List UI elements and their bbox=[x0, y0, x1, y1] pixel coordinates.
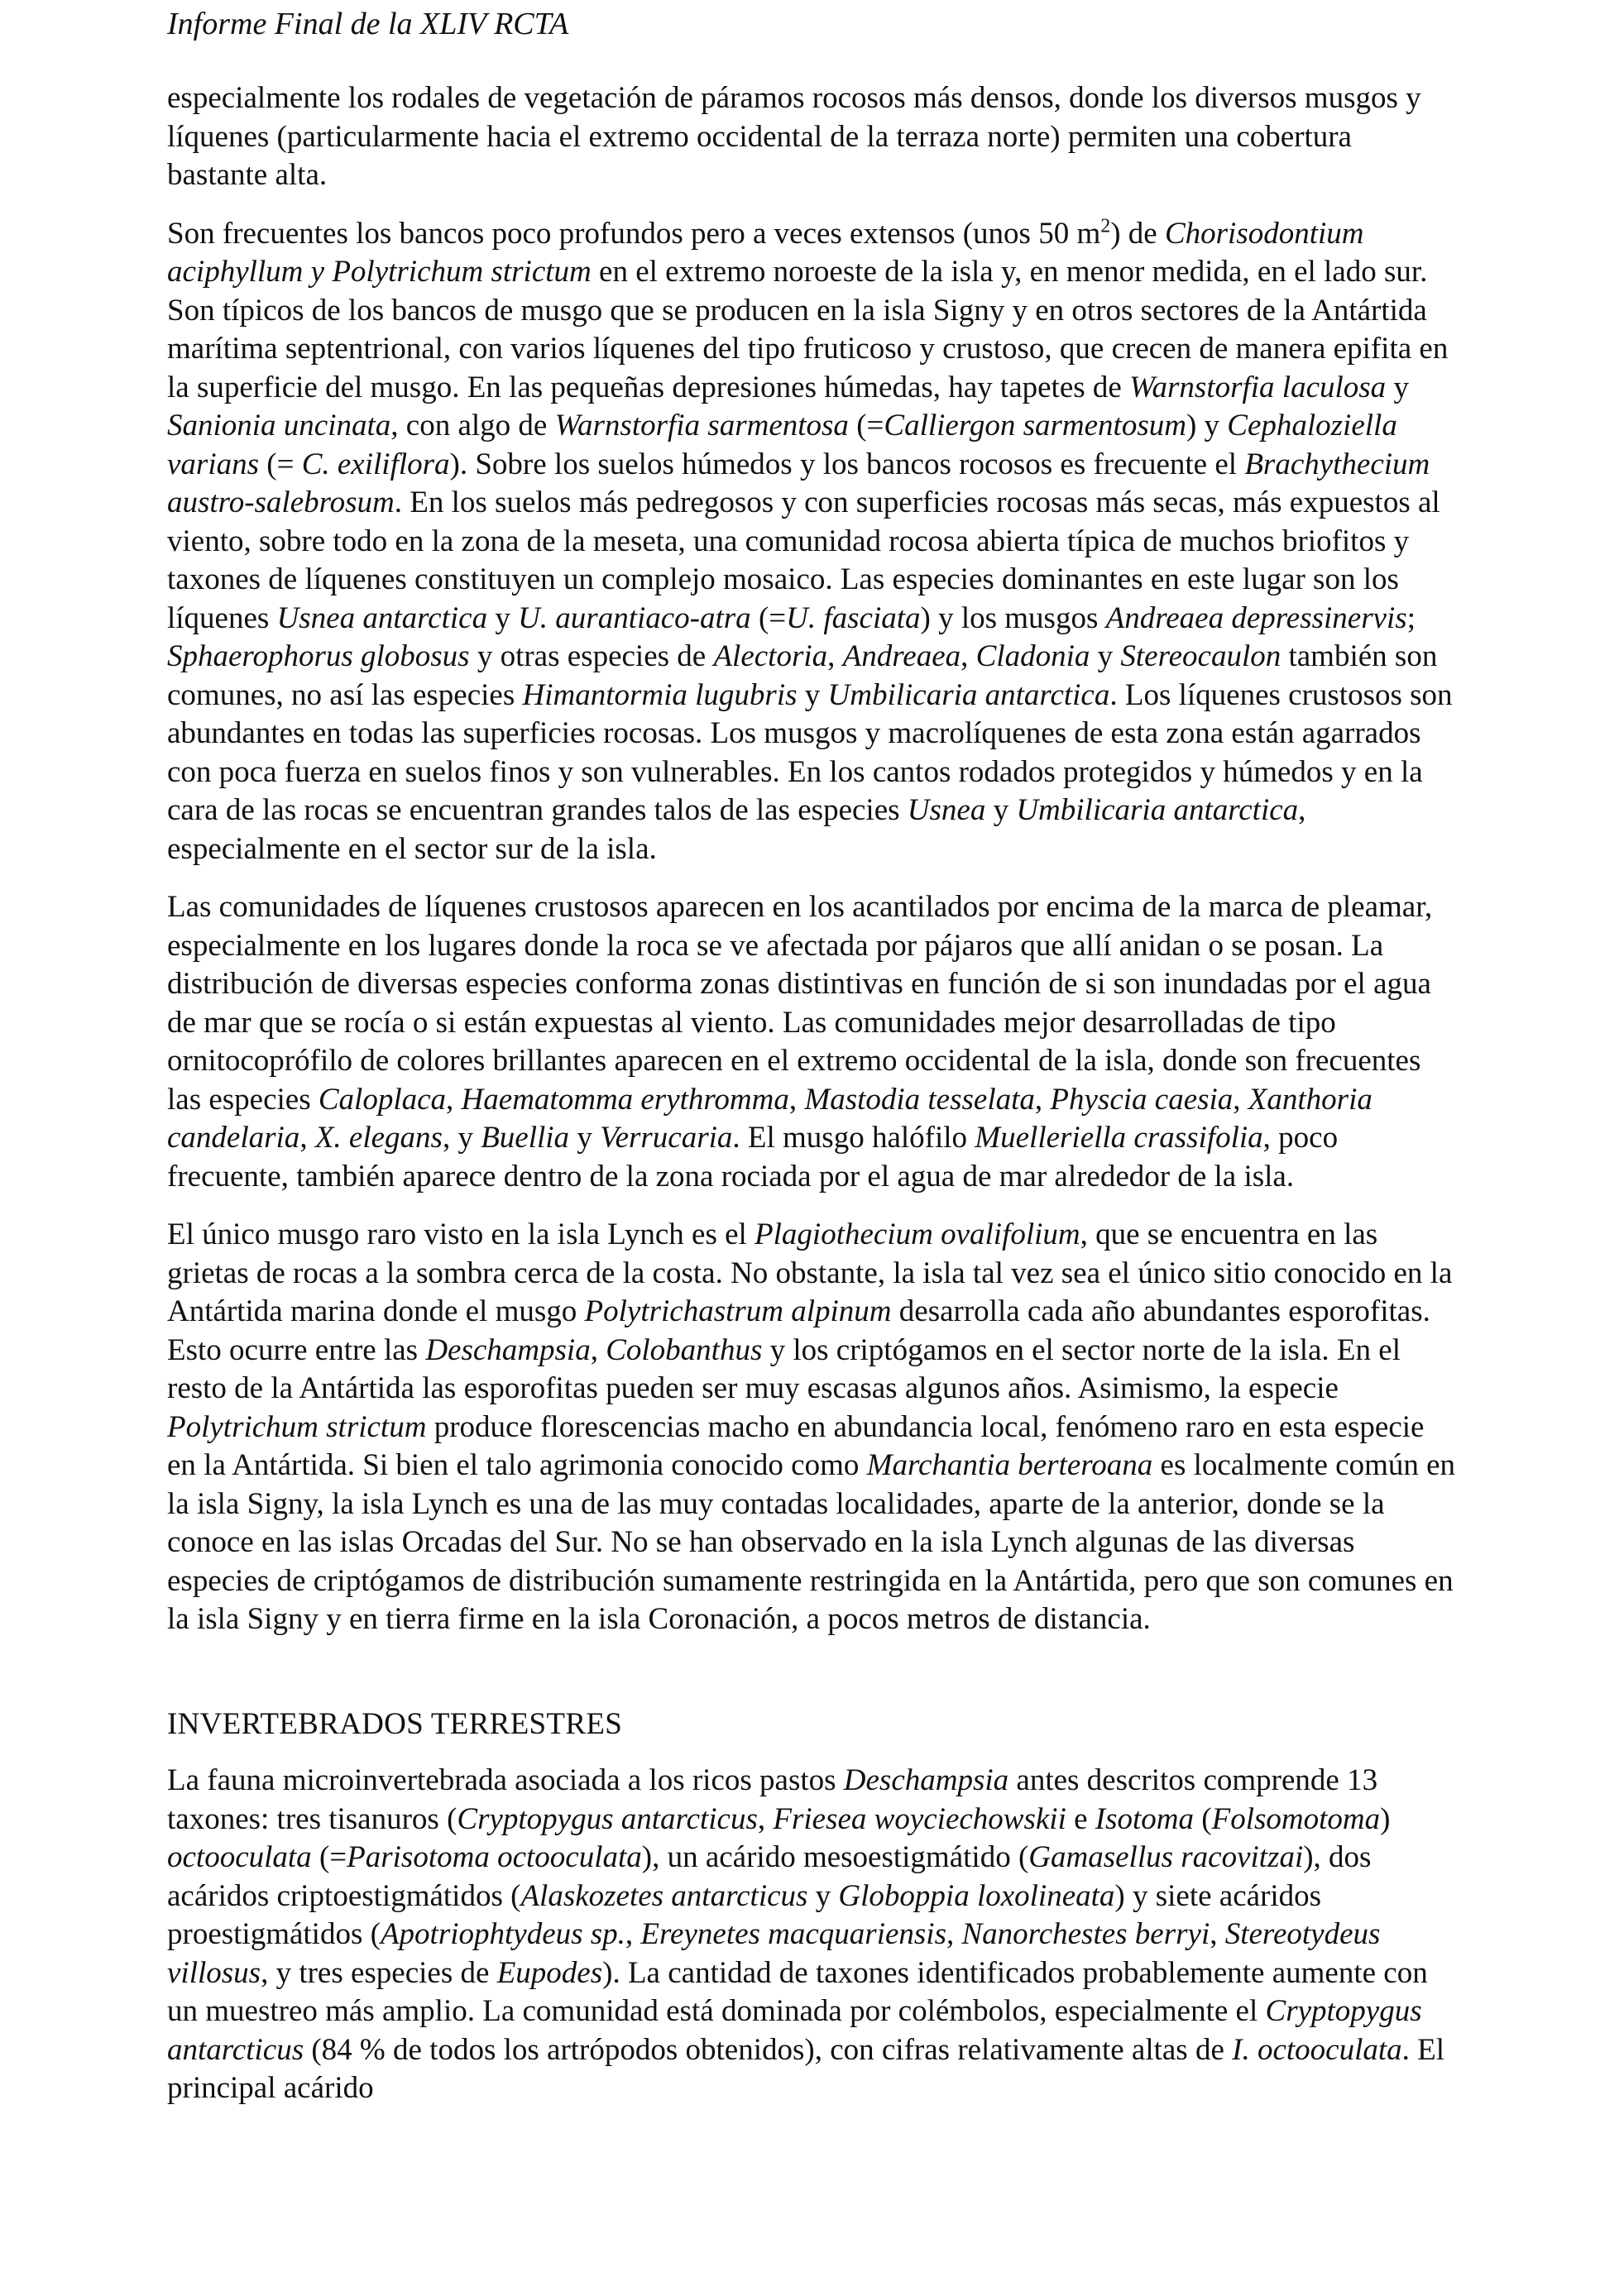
italic-term: Alaskozetes antarcticus bbox=[520, 1878, 808, 1913]
text-run: y bbox=[807, 1878, 839, 1913]
italic-term: Gamasellus racovitzai bbox=[1028, 1840, 1304, 1874]
paragraph bbox=[167, 215, 1458, 869]
text-run: y bbox=[487, 600, 519, 635]
text-run: (84 % de todos los artrópodos obtenidos), con cifras relativamente altas de bbox=[304, 2032, 1233, 2067]
italic-term: octooculata bbox=[167, 1840, 312, 1874]
italic-term: Plagiothecium ovalifolium bbox=[755, 1217, 1080, 1251]
italic-term: Sanionia uncinata bbox=[167, 409, 391, 442]
text-run: e bbox=[1066, 1801, 1095, 1836]
italic-term: Xanthoria candelaria bbox=[167, 1082, 1372, 1155]
italic-term: I. octooculata bbox=[1232, 2032, 1402, 2067]
paragraph bbox=[167, 79, 1458, 195]
text-run: . El musgo halófilo bbox=[732, 1121, 975, 1155]
italic-term: Deschampsia bbox=[843, 1763, 1009, 1797]
text-run: (= bbox=[259, 447, 302, 481]
text-run: La fauna microinvertebrada asociada a los ricos pastos bbox=[167, 1763, 844, 1797]
italic-term: Calliergon sarmentosum bbox=[884, 409, 1186, 442]
italic-term: Usnea antarctica bbox=[276, 600, 488, 635]
paragraph bbox=[167, 1762, 1458, 2108]
italic-term: Marchantia berteroana bbox=[866, 1448, 1153, 1482]
italic-term: Colobanthus bbox=[606, 1332, 763, 1367]
text-run: también son comunes, no así las especies bbox=[167, 639, 1438, 712]
italic-term: Caloplaca bbox=[318, 1082, 447, 1117]
italic-term: Folsomotoma bbox=[1211, 1801, 1381, 1836]
text-run: y los criptógamos en el sector norte de la isla. En el resto de la Antártida las esporofitas pueden ser muy escasas algunos años. Asimismo, la especie bbox=[167, 1332, 1401, 1405]
text-run: ), dos acáridos criptoestigmátidos ( bbox=[167, 1840, 1372, 1913]
text-run: desarrolla cada año abundantes esporofitas. Esto ocurre entre las bbox=[167, 1294, 1430, 1367]
text-run: (= bbox=[750, 600, 787, 635]
italic-term: Globoppia loxolineata bbox=[838, 1878, 1115, 1913]
text-run: (= bbox=[848, 409, 884, 442]
italic-term: Alectoria bbox=[713, 639, 828, 673]
italic-term: Brachythecium austro-salebrosum bbox=[167, 447, 1430, 519]
text-run: ). La cantidad de taxones identificados probablemente aumente con un muestreo más amplio. La comunidad está dominada por colémbolos, especialmente el bbox=[167, 1955, 1428, 2028]
italic-term: Usnea bbox=[907, 793, 986, 827]
text-run: , y bbox=[442, 1121, 481, 1155]
italic-term: Isotoma bbox=[1095, 1801, 1195, 1836]
text-run: y bbox=[985, 793, 1017, 827]
italic-term: Buellia bbox=[481, 1121, 570, 1155]
text-run: especialmente los rodales de vegetación de páramos rocosos más densos, donde los diversos musgos y líquenes (particularmente hacia el extremo occidental de la terraza norte) permiten una cobertura bastante alta. bbox=[167, 81, 1421, 192]
italic-term: Sphaerophorus globosus bbox=[167, 639, 470, 673]
italic-term: Apotriophtydeus sp. bbox=[380, 1917, 625, 1951]
text-run: en el extremo noroeste de la isla y, en menor medida, en el lado sur. Son típicos de los bancos de musgo que se producen en la isla Signy y en otros sectores de la Antártida marítima septentrional, con varios líquenes del tipo fruticoso y crustoso, que crecen de manera epifita en la superficie del musgo. En las pequeñas depresiones húmedas, hay tapetes de bbox=[167, 255, 1449, 404]
text-run: ; bbox=[1406, 600, 1416, 635]
italic-term: Muelleriella crassifolia bbox=[975, 1121, 1263, 1155]
text-run: El único musgo raro visto en la isla Lynch es el bbox=[167, 1217, 755, 1251]
italic-term: Chorisodontium aciphyllum y Polytrichum strictum bbox=[167, 216, 1364, 289]
text-run: . En los suelos más pedregosos y con superficies rocosas más secas, más expuestos al viento, sobre todo en la zona de la meseta, una comunidad rocosa abierta típica de muchos briofitos y taxones de líquenes constituyen un complejo mosaico. Las especies dominantes en este lugar son los líquenes bbox=[167, 486, 1440, 635]
text-run: , poco frecuente, también aparece dentro de la zona rociada por el agua de mar alrededor de la isla. bbox=[167, 1121, 1339, 1193]
text-run: (= bbox=[311, 1840, 347, 1874]
italic-term: Physcia caesia bbox=[1050, 1082, 1234, 1117]
italic-term: U. aurantiaco-atra bbox=[518, 600, 751, 635]
body-text bbox=[167, 79, 1458, 2128]
text-run: , bbox=[827, 639, 843, 673]
text-run: es localmente común en la isla Signy, la isla Lynch es una de las muy contadas localidades, aparte de la anterior, donde se la conoce en las islas Orcadas del Sur. No se han observado en la isla Lynch algunas de las diversas especies de criptógamos de distribución sumamente restringida en la Antártida, pero que son comunes en la isla Signy y en tierra firme en la isla Coronación, a pocos metros de distancia. bbox=[167, 1448, 1456, 1636]
text-run: Las comunidades de líquenes crustosos aparecen en los acantilados por encima de la marca de pleamar, especialmente en los lugares donde la roca se ve afectada por pájaros que allí anidan o se posan. La distribución de diversas especies conforma zonas distintivas en función de si son inundadas por el agua de mar que se rocía o si están expuestas al viento. Las comunidades mejor desarrolladas de tipo ornitocoprófilo de colores brillantes aparecen en el extremo occidental de la isla, donde son frecuentes las especies bbox=[167, 890, 1433, 1117]
italic-term: Umbilicaria antarctica bbox=[1016, 793, 1299, 827]
text-run: antes descritos comprende 13 taxones: tres tisanuros ( bbox=[167, 1763, 1378, 1836]
italic-term: Andreaea bbox=[842, 639, 961, 673]
text-run: Son frecuentes los bancos poco profundos pero a veces extensos (unos 50 m bbox=[167, 216, 1101, 251]
italic-term: Cladonia bbox=[975, 639, 1090, 673]
text-run: , que se encuentra en las grietas de rocas a la sombra cerca de la costa. No obstante, la isla tal vez sea el único sitio conocido en la Antártida marina donde el musgo bbox=[167, 1217, 1453, 1328]
italic-term: Cryptopygus antarcticus bbox=[167, 1994, 1422, 2067]
text-run: y bbox=[797, 677, 828, 712]
text-run: . El principal acárido bbox=[167, 2032, 1445, 2105]
text-run: , bbox=[590, 1332, 606, 1367]
italic-term: Friesea woyciechowskii bbox=[773, 1801, 1066, 1836]
italic-term: Polytrichastrum alpinum bbox=[584, 1294, 892, 1328]
text-run: ) y bbox=[1186, 409, 1228, 442]
italic-term: Parisotoma octooculata bbox=[347, 1840, 642, 1874]
text-run: ), un acárido mesoestigmátido ( bbox=[641, 1840, 1029, 1874]
italic-term: Mastodia tesselata bbox=[804, 1082, 1035, 1117]
text-run: , bbox=[446, 1082, 462, 1117]
text-run: . Los líquenes crustosos son abundantes en todas las superficies rocosas. Los musgos y macrolíquenes de esta zona están agarrados con poca fuerza en suelos finos y son vulnerables. En los cantos rodados protegidos y húmedos y en la cara de las rocas se encuentran grandes talos de las especies bbox=[167, 677, 1453, 827]
italic-term: Himantormia lugubris bbox=[522, 677, 798, 712]
italic-term: X. elegans bbox=[314, 1121, 443, 1155]
italic-term: C. exiliflora bbox=[301, 447, 450, 481]
italic-term: Cryptopygus antarcticus bbox=[457, 1801, 758, 1836]
text-run: y bbox=[1090, 639, 1121, 673]
text-run: , bbox=[961, 639, 976, 673]
text-run: ) de bbox=[1110, 216, 1165, 251]
italic-term: Warnstorfia sarmentosa bbox=[554, 409, 849, 442]
text-run: ) y los musgos bbox=[920, 600, 1106, 635]
text-run: , con algo de bbox=[390, 409, 555, 442]
running-header: Informe Final de la XLIV RCTA bbox=[167, 7, 569, 41]
text-run: , especialmente en el sector sur de la isla. bbox=[167, 793, 1306, 866]
section-heading: INVERTEBRADOS TERRESTRES bbox=[167, 1706, 623, 1741]
italic-term: U. fasciata bbox=[786, 600, 921, 635]
text-run: y bbox=[1386, 370, 1409, 404]
text-run: , bbox=[1034, 1082, 1051, 1117]
text-run: produce florescencias macho en abundancia local, fenómeno raro en esta especie en la Antártida. Si bien el talo agrimonia conocido como bbox=[167, 1409, 1425, 1482]
italic-term: Cephaloziella varians bbox=[167, 409, 1397, 481]
italic-term: Ereynetes macquariensis bbox=[640, 1917, 946, 1951]
text-run: ) bbox=[1380, 1801, 1391, 1836]
text-run: , bbox=[1210, 1917, 1225, 1951]
paragraph bbox=[167, 888, 1458, 1196]
italic-term: Andreaea depressinervis bbox=[1105, 600, 1407, 635]
paragraph bbox=[167, 1216, 1458, 1639]
text-run: , bbox=[625, 1917, 641, 1951]
italic-term: Stereotydeus villosus bbox=[167, 1917, 1381, 1990]
italic-term: Umbilicaria antarctica bbox=[827, 677, 1110, 712]
text-run: , bbox=[946, 1917, 962, 1951]
text-run: , bbox=[299, 1121, 315, 1155]
text-run: y otras especies de bbox=[469, 639, 714, 673]
text-run: , bbox=[788, 1082, 805, 1117]
italic-term: Polytrichum strictum bbox=[167, 1409, 427, 1444]
text-run: , bbox=[1233, 1082, 1248, 1117]
italic-term: Warnstorfia laculosa bbox=[1129, 370, 1387, 404]
italic-term: Verrucaria bbox=[600, 1121, 733, 1155]
italic-term: Haematomma erythromma bbox=[461, 1082, 789, 1117]
text-run: , bbox=[757, 1801, 774, 1836]
italic-term: Stereocaulon bbox=[1120, 639, 1281, 673]
italic-term: Eupodes bbox=[496, 1955, 603, 1990]
text-run: , y tres especies de bbox=[261, 1955, 497, 1990]
superscript: 2 bbox=[1100, 215, 1111, 237]
text-run: ( bbox=[1194, 1801, 1212, 1836]
text-run: y bbox=[569, 1121, 601, 1155]
text-run: ). Sobre los suelos húmedos y los bancos rocosos es frecuente el bbox=[449, 447, 1245, 481]
italic-term: Deschampsia bbox=[425, 1332, 591, 1367]
text-run: ) y siete acáridos proestigmátidos ( bbox=[167, 1878, 1322, 1951]
italic-term: Nanorchestes berryi bbox=[961, 1917, 1210, 1951]
